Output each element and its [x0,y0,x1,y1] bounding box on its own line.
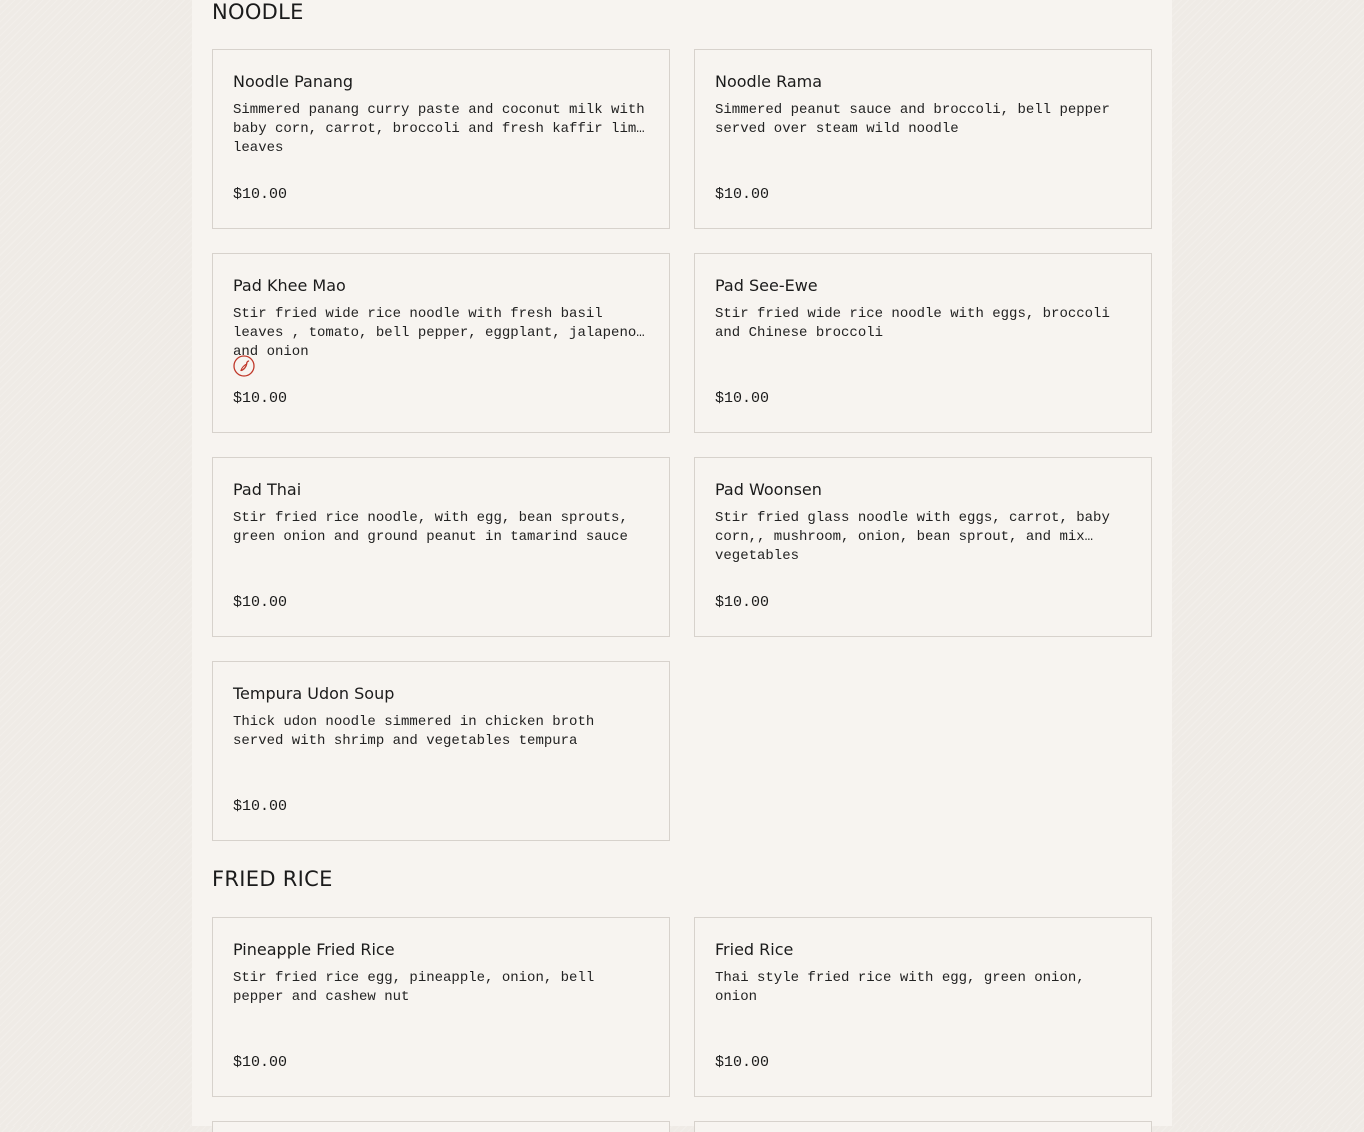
menu-item-description: Thick udon noodle simmered in chicken broth served with shrimp and vegetables tempura [233,714,595,749]
menu-item-description: Simmered panang curry paste and coconut milk with baby corn, carrot, broccoli and fresh kaffir lime leaves [233,102,645,156]
menu-item-description: Thai style fried rice with egg, green onion, onion [715,970,1085,1005]
menu-item-description: Stir fried rice noodle, with egg, bean sprouts, green onion and ground peanut in tamarind sauce [233,510,628,545]
menu-item-card-partial[interactable] [212,1121,670,1132]
menu-item-card-pad-see-ewe[interactable] [694,253,1152,433]
menu-item-card-tempura-udon-soup[interactable] [212,661,670,841]
menu-item-description: Stir fried glass noodle with eggs, carrot, baby corn,, mushroom, onion, bean sprout, and mix vegetables [715,510,1110,564]
section-title-noodle: NOODLE [212,0,304,24]
menu-item-price: $10.00 [233,1054,288,1071]
menu-page [192,0,1172,1126]
menu-item-name: Fried Rice [715,940,794,959]
menu-item-price: $10.00 [715,186,770,203]
menu-item-description: Simmered peanut sauce and broccoli, bell pepper served over steam wild noodle [715,102,1110,137]
menu-item-card-pineapple-fried-rice[interactable] [212,917,670,1097]
menu-item-price: $10.00 [233,798,288,815]
menu-item-description: Stir fried wide rice noodle with fresh basil leaves , tomato, bell pepper, eggplant, jalapeno and onion [233,306,637,360]
menu-item-name: Noodle Rama [715,72,823,91]
menu-item-price: $10.00 [715,594,770,611]
menu-item-name: Pineapple Fried Rice [233,940,395,959]
menu-item-card-pad-khee-mao[interactable] [212,253,670,433]
menu-item-name: Tempura Udon Soup [233,684,395,703]
menu-item-card-pad-thai[interactable] [212,457,670,637]
menu-item-name: Pad Thai [233,480,302,499]
chili-pepper-icon [233,355,255,377]
menu-item-card-partial[interactable] [694,1121,1152,1132]
menu-item-price: $10.00 [715,390,770,407]
menu-item-card-pad-woonsen[interactable] [694,457,1152,637]
menu-item-card-noodle-rama[interactable] [694,49,1152,229]
menu-item-description: Stir fried rice egg, pineapple, onion, bell pepper and cashew nut [233,970,595,1005]
menu-item-card-fried-rice[interactable] [694,917,1152,1097]
menu-item-price: $10.00 [715,1054,770,1071]
menu-item-card-noodle-panang[interactable] [212,49,670,229]
menu-item-description: Stir fried wide rice noodle with eggs, broccoli and Chinese broccoli [715,306,1110,341]
menu-item-name: Pad See-Ewe [715,276,818,295]
menu-item-name: Pad Khee Mao [233,276,346,295]
menu-item-name: Pad Woonsen [715,480,822,499]
menu-item-price: $10.00 [233,594,288,611]
menu-item-price: $10.00 [233,390,288,407]
menu-item-price: $10.00 [233,186,288,203]
menu-item-name: Noodle Panang [233,72,354,91]
section-title-fried-rice: FRIED RICE [212,867,333,891]
